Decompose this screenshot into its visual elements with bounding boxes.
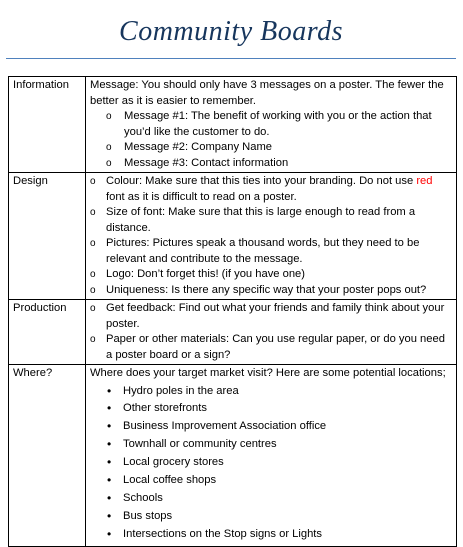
row-content-information <box>86 77 457 173</box>
list-item: • Intersections on the Stop signs or Lights <box>107 527 452 543</box>
information-intro: Message: You should only have 3 messages on a poster. The fewer the better as it is easier to remember. <box>90 79 444 107</box>
table-row-information <box>9 77 457 173</box>
design-list <box>90 174 452 298</box>
list-item: o Message #2: Company Name <box>106 140 452 156</box>
list-item: • Other storefronts <box>107 401 452 417</box>
title-banner <box>6 0 456 59</box>
list-item: • Townhall or community centres <box>107 437 452 453</box>
row-content-production <box>86 300 457 365</box>
list-item: o Get feedback: Find out what your friends and family think about your poster. <box>90 301 452 332</box>
community-boards-table <box>8 76 457 547</box>
list-item: • Hydro poles in the area <box>107 384 452 400</box>
list-item: o Message #3: Contact information <box>106 156 452 172</box>
row-label-production: Production <box>9 300 86 365</box>
information-list <box>90 109 452 171</box>
table-row-production <box>9 300 457 365</box>
list-item: • Local coffee shops <box>107 473 452 489</box>
where-intro: Where does your target market visit? Here are some potential locations; <box>90 367 446 379</box>
page-title: Community Boards <box>119 16 343 47</box>
production-list <box>90 301 452 363</box>
list-item: o Uniqueness: Is there any specific way that your poster pops out? <box>90 283 452 299</box>
colour-text-before: Colour: Make sure that this ties into your branding. Do not use <box>106 175 417 187</box>
list-item: • Local grocery stores <box>107 455 452 471</box>
list-item: • Business Improvement Association office <box>107 419 452 435</box>
table-row-where <box>9 365 457 547</box>
list-item: o Size of font: Make sure that this is large enough to read from a distance. <box>90 205 452 236</box>
row-label-where: Where? <box>9 365 86 547</box>
list-item-colour <box>90 174 452 205</box>
locations-list <box>90 384 452 543</box>
row-content-design <box>86 173 457 300</box>
list-item: • Bus stops <box>107 509 452 525</box>
list-item: o Logo: Don’t forget this! (if you have one) <box>90 267 452 283</box>
table-row-design <box>9 173 457 300</box>
list-item: • Schools <box>107 491 452 507</box>
row-label-information: Information <box>9 77 86 173</box>
colour-text-after: font as it is difficult to read on a poster. <box>106 190 297 203</box>
row-label-design: Design <box>9 173 86 300</box>
list-item: o Paper or other materials: Can you use regular paper, or do you need a poster board or a sign? <box>90 332 452 363</box>
list-item: o Message #1: The benefit of working with you or the action that you’d like the customer to do. <box>106 109 452 140</box>
row-content-where <box>86 365 457 547</box>
colour-red-word: red <box>416 175 433 187</box>
list-item: o Pictures: Pictures speak a thousand words, but they need to be relevant and contribute to the message. <box>90 236 452 267</box>
